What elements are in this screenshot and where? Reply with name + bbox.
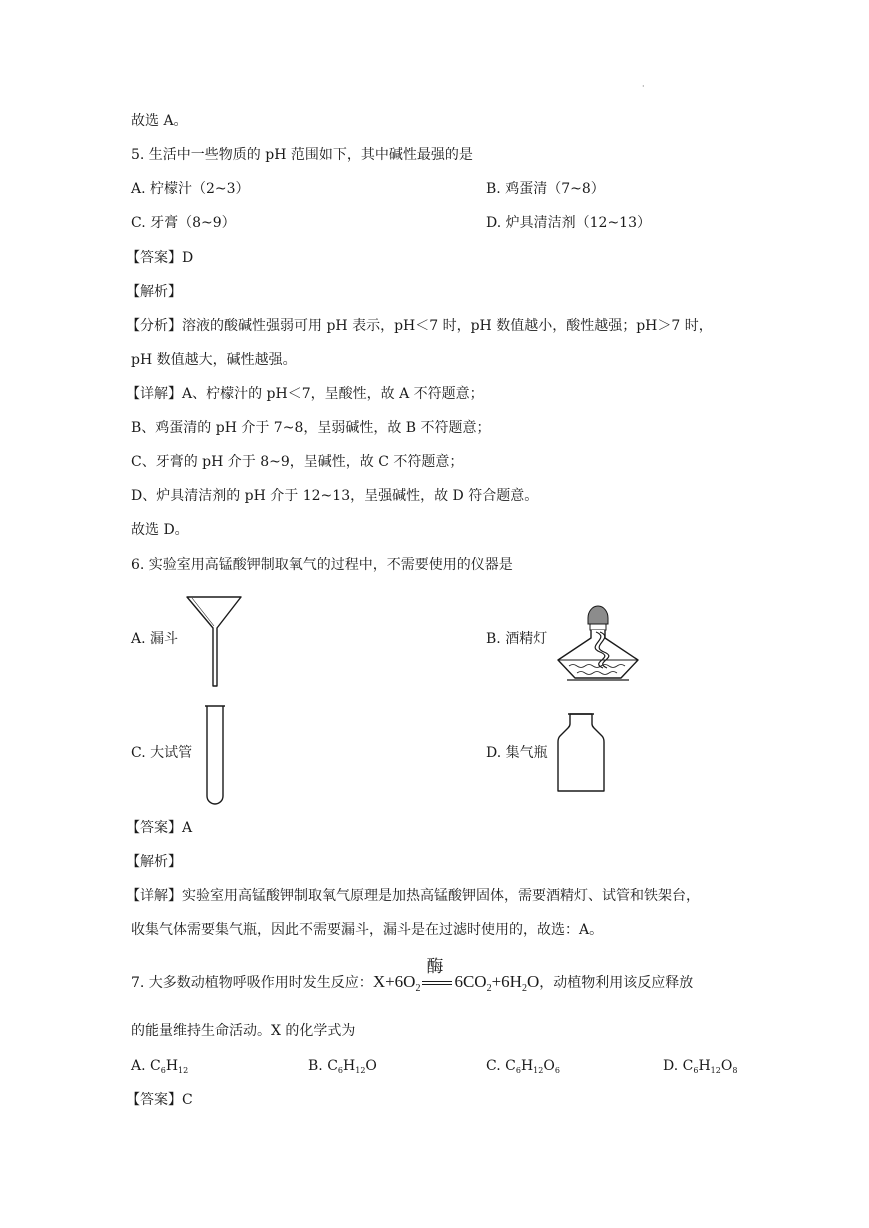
q5-detail-line-3: C、牙膏的 pH 介于 8~9，呈碱性，故 C 不符题意； — [131, 454, 464, 470]
eq-right-1: 6CO — [454, 972, 487, 991]
q7-answer: 【答案】C — [126, 1092, 193, 1108]
q7-option-c: C. $C_6H_{12}O_6$ — [486, 1058, 560, 1075]
q4-conclusion: 故选 A。 — [131, 113, 188, 129]
q7-stem-line-2: 的能量维持生命活动。X 的化学式为 — [131, 1023, 356, 1039]
q6-stem: 6. 实验室用高锰酸钾制取氧气的过程中，不需要使用的仪器是 — [131, 557, 513, 573]
eq-right-2: +6H — [491, 972, 522, 991]
q7-option-d: D. $C_6H_{12}O_8$ — [663, 1058, 738, 1075]
funnel-icon — [183, 594, 245, 690]
q7-stem-prefix: 7. 大多数动植物呼吸作用时发生反应： — [131, 975, 373, 991]
q7-option-a: A. $C_6H_{12}$ — [131, 1058, 189, 1075]
q5-option-d: D. 炉具清洁剂（12~13） — [486, 215, 651, 231]
q7-stem-suffix: ，动植物利用该反应释放 — [539, 975, 694, 991]
q5-detail-line-1: 【详解】A、柠檬汁的 pH＜7，呈酸性，故 A 不符题意； — [126, 386, 484, 402]
q5-detail-line-2: B、鸡蛋清的 pH 介于 7~8，呈弱碱性，故 B 不符题意； — [131, 420, 491, 436]
eq-left-sub: 2 — [415, 983, 421, 994]
q6-option-c: C. 大试管 — [131, 745, 193, 761]
q5-stem: 5. 生活中一些物质的 pH 范围如下，其中碱性最强的是 — [131, 147, 473, 163]
eq-right-2-sub: 2 — [521, 983, 527, 994]
q7-equation — [372, 957, 540, 994]
q6-option-b: B. 酒精灯 — [486, 631, 548, 647]
q6-option-d: D. 集气瓶 — [486, 745, 548, 761]
q5-option-c: C. 牙膏（8~9） — [131, 215, 236, 231]
q5-option-b: B. 鸡蛋清（7~8） — [486, 181, 605, 197]
eq-condition-arrow — [422, 957, 452, 985]
q5-analysis-line-1: 【分析】溶液的酸碱性强弱可用 pH 表示，pH＜7 时，pH 数值越小，酸性越强；pH＞7 时， — [126, 318, 713, 334]
page-dot-mark: · — [642, 82, 645, 91]
q6-analysis-label: 【解析】 — [126, 854, 182, 870]
q5-analysis-label: 【解析】 — [126, 284, 182, 300]
eq-right-1-sub: 2 — [486, 983, 492, 994]
q6-option-a: A. 漏斗 — [131, 631, 179, 647]
q7-option-b: B. $C_6H_{12}O$ — [308, 1058, 377, 1075]
alcohol-lamp-icon — [555, 596, 641, 684]
q5-conclusion: 故选 D。 — [131, 522, 189, 538]
q7-stem-line-1 — [131, 957, 694, 1001]
q6-answer: 【答案】A — [126, 820, 193, 836]
q5-answer: 【答案】D — [126, 250, 194, 266]
q5-option-a: A. 柠檬汁（2~3） — [131, 181, 250, 197]
q6-detail-line-1: 【详解】实验室用高锰酸钾制取氧气原理是加热高锰酸钾固体，需要酒精灯、试管和铁架台， — [126, 888, 700, 904]
eq-condition: 酶 — [426, 957, 444, 978]
eq-right-2-tail: O — [526, 972, 540, 991]
test-tube-icon — [203, 704, 227, 808]
q6-detail-line-2: 收集气体需要集气瓶，因此不需要漏斗，漏斗是在过滤时使用的，故选：A。 — [131, 922, 604, 938]
q5-detail-line-4: D、炉具清洁剂的 pH 介于 12~13，呈强碱性，故 D 符合题意。 — [131, 488, 539, 504]
gas-jar-icon — [556, 712, 606, 794]
eq-left: X+6O — [372, 972, 416, 991]
q5-analysis-line-2: pH 数值越大，碱性越强。 — [131, 352, 297, 368]
